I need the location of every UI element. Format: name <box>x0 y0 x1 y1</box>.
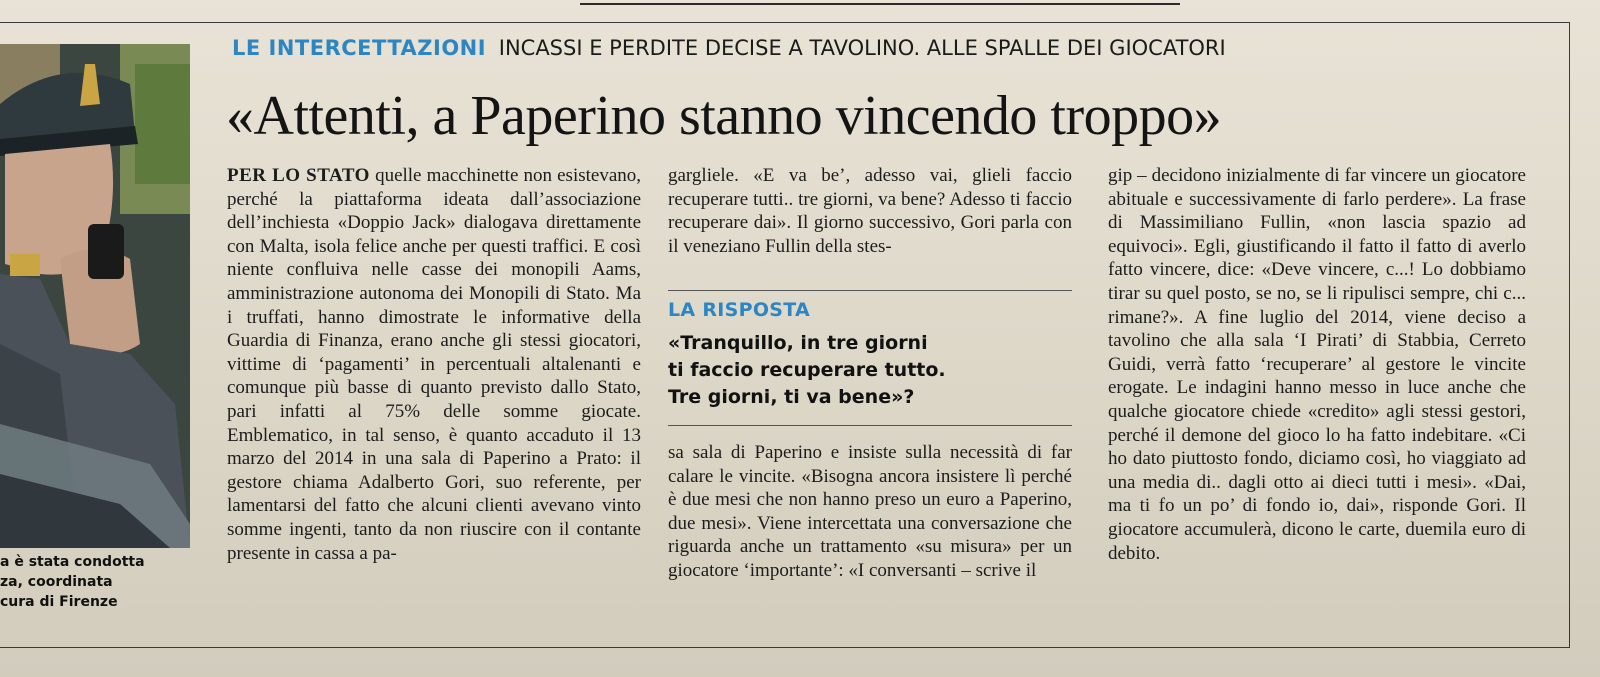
pullquote-label: LA RISPOSTA <box>668 299 811 321</box>
kicker-line <box>232 31 1226 65</box>
pullquote-text: «Tranquillo, in tre giorni ti faccio recuperare tutto. Tre giorni, ti va bene»? <box>668 332 946 408</box>
pullquote-divider-bottom <box>668 425 1072 426</box>
body-text-col1: quelle macchinette non esistevano, perché la piattaforma ideata dall’associazione dell’inchiesta «Doppio Jack» dialogava direttamente con Malta, isola felice anche per questi traffici. E così niente confluiva nelle casse dei monopili Aams, amministrazione autonoma dei Monopili di Stato. Ma i truffati, hanno dimostrate le informative della Guardia di Finanza, erano anche gli stessi giocatori, vittime di ‘pagamenti’ in percentuali altalenanti e comunque più basse di quanto previsto dallo Stato, pari infatti al 75% delle somme giocate. Emblematico, in tal senso, è quanto accaduto il 13 marzo del 2014 in una sala di Paperino a Prato: il gestore chiama Adalberto Gori, suo referente, per lamentarsi del fatto che alcuni clienti avevano vinto somme ingenti, tanto da non riuscire con il contante presente in cassa a pa- <box>227 165 642 564</box>
top-rule <box>580 3 1180 5</box>
body-text-col2-top: gargliele. «E va be’, adesso vai, glieli faccio recuperare tutti.. tre giorni, va bene? Adesso ti faccio recuperare dai». Il giorno successivo, Gori parla con il veneziano Fullin della stes- <box>668 165 1072 257</box>
body-column-1 <box>227 164 641 565</box>
body-column-2-bottom <box>668 441 1072 583</box>
pullquote-divider-top <box>668 290 1072 291</box>
officer-photo <box>0 44 190 548</box>
headline: «Attenti, a Paperino stanno vincendo troppo» <box>226 85 1222 147</box>
kicker-subtitle: INCASSI E PERDITE DECISE A TAVOLINO. ALLE SPALLE DEI GIOCATORI <box>498 36 1226 60</box>
officer-photo-image <box>0 44 190 548</box>
body-column-3 <box>1108 164 1526 565</box>
lead-in: PER LO STATO <box>227 165 370 186</box>
body-column-2-top <box>668 164 1072 258</box>
photo-caption: a è stata condotta za, coordinata cura di Firenze <box>0 554 145 610</box>
section-tag: LE INTERCETTAZIONI <box>232 36 487 60</box>
body-text-col2-bottom: sa sala di Paperino e insiste sulla necessità di far calare le vincite. «Bisogna ancora insistere lì perché è due mesi che non hanno preso un euro a Paperino, due mesi». Viene intercettata una conversazione che riguarda anche un trattamento «su misura» per un giocatore ‘importante’: «I conversanti – scrive il <box>668 442 1072 581</box>
body-text-col3: gip – decidono inizialmente di far vincere un giocatore abituale e successivamente di farlo perdere». La frase di Massimiliano Fullin, «non lascia spazio ad equivoci». Egli, giustificando il fatto il fatto di averlo fatto vincere, dice: «Deve vincere, c...! Lo dobbiamo tirar su quel posto, se no, se li ripulisci sempre, chi c... rimane?». A fine luglio del 2014, viene deciso a tavolino che alla sala ‘I Pirati’ di Stabbia, Cerreto Guidi, verrà fatto ‘recuperare’ al gestore le vincite erogate. Le indagini hanno messo in luce anche che qualche giocatore chiede «credito» agli stessi gestori, perché il demone del gioco lo ha fatto indebitare. «Ci ho dato piuttosto fondo, diciamo così, ho viaggiato ad una media di.. dagli otto ai dieci tutti i mesi». «Dai, ma ti fo un po’ di fondo io, dai», risponde Gori. Il giocatore accumulerà, dicono le carte, duemila euro di debito. <box>1108 165 1526 564</box>
